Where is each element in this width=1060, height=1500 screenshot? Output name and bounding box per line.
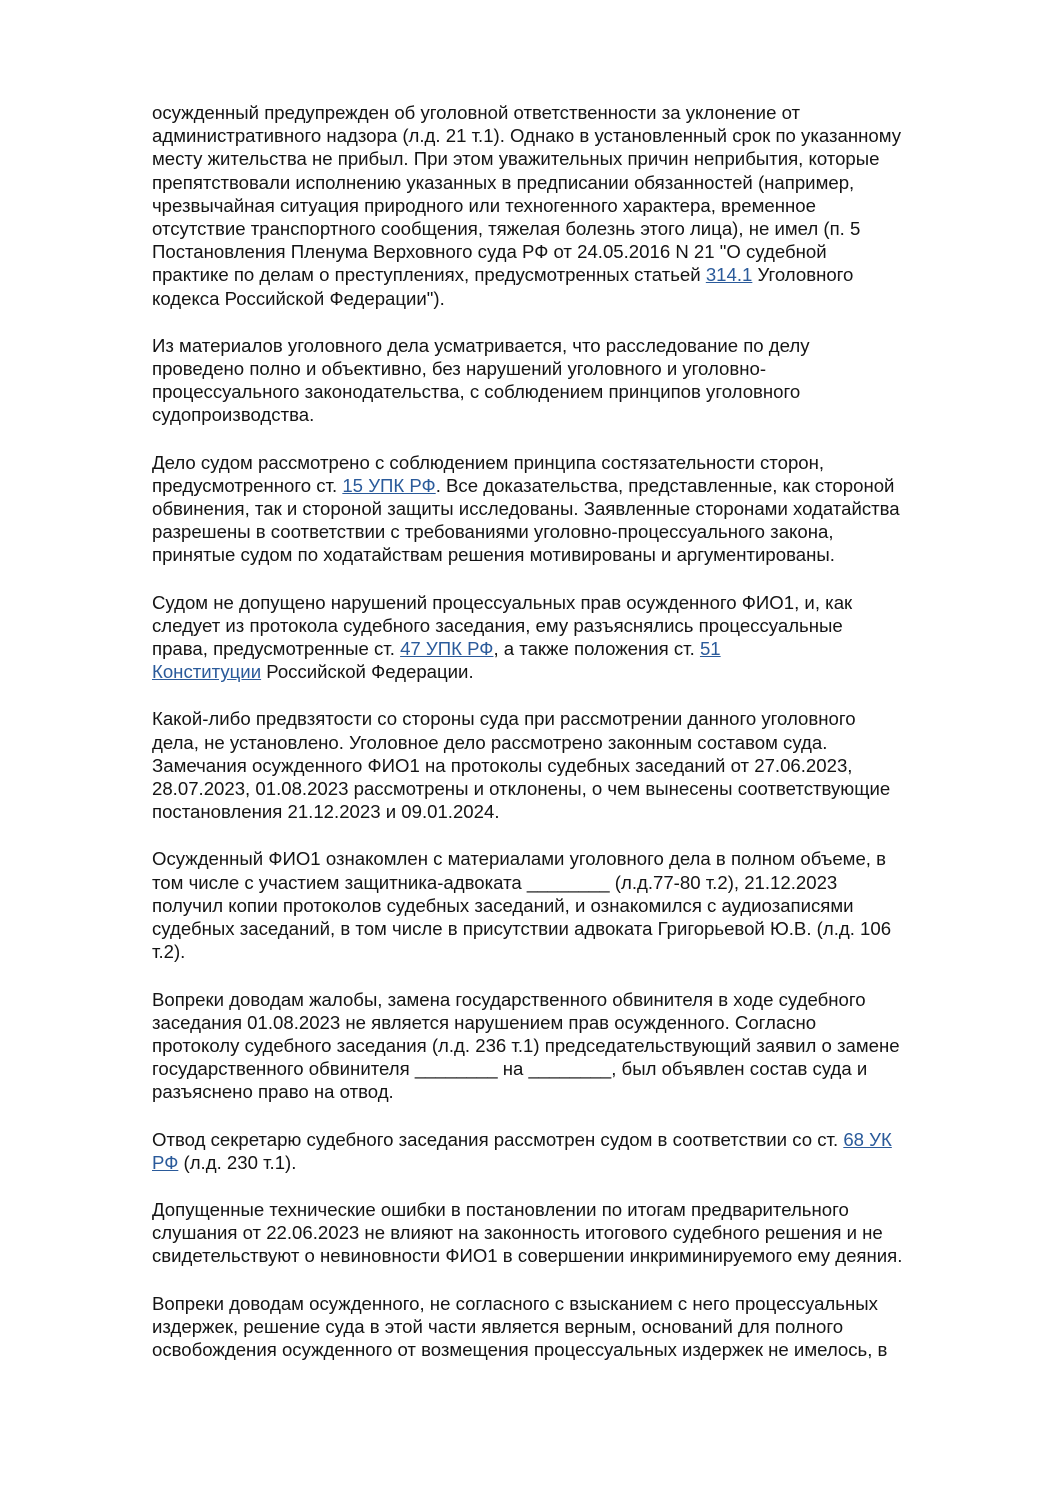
paragraph-text: осужденный предупрежден об уголовной ответственности за уклонение от административного надзора (л.д. 21 т.1). Однако в установленный срок по указанному месту жительства не прибыл. При этом уважительных причин неприбытия, которые препятствовали исполнению указанных в предписании обязанностей (например, чрезвычайная ситуация природного или техногенного характера, временное отсутствие транспортного сообщения, тяжелая болезнь этого лица), не имел (п. 5 Постановления Пленума Верховного суда РФ от 24.05.2016 N 21 "О судебной практике по делам о преступлениях, предусмотренных статьей [152, 102, 902, 286]
paragraph [152, 1198, 992, 1268]
paragraph-text: Судом не допущено нарушений процессуальных прав осужденного ФИО1, и, как следует из протокола судебного заседания, ему разъяснялись процессуальные права, предусмотренные ст. [152, 591, 853, 660]
paragraph [152, 101, 992, 310]
paragraph [152, 847, 992, 963]
paragraph-text: Уголовного кодекса Российской Федерации"). [152, 264, 854, 309]
paragraph-text: Вопреки доводам жалобы, замена государственного обвинителя в ходе судебного заседания 01.08.2023 не является нарушением прав осужденного. Согласно протоколу судебного заседания (л.д. 236 т.1) председательствующий заявил о замене государственного обвинителя ________ на ________, был объявлен состав суда и разъяснено право на отвод. [152, 988, 900, 1103]
paragraph-text: Отвод секретарю судебного заседания рассмотрен судом в соответствии со ст. [152, 1128, 844, 1150]
legal-reference-link[interactable]: 15 УПК РФ [342, 474, 436, 496]
paragraph-text: Российской Федерации. [261, 661, 474, 683]
paragraph-text: Из материалов уголовного дела усматривается, что расследование по делу проведено полно и объективно, без нарушений уголовного и уголовно- процессуального законодательства, с соблюдением принципов уголовного судопроизводства. [152, 334, 810, 426]
legal-reference-link[interactable]: 68 УК РФ [152, 1128, 892, 1173]
paragraph [152, 1128, 992, 1174]
paragraph-text: , а также положения ст. [493, 638, 700, 660]
paragraph [152, 707, 992, 823]
legal-reference-link[interactable]: 47 УПК РФ [400, 638, 494, 660]
paragraph-text: Какой-либо предвзятости со стороны суда при рассмотрении данного уголовного дела, не установлено. Уголовное дело рассмотрено законным составом суда. Замечания осужденного ФИО1 на протоколы судебных заседаний от 27.06.2023, 28.07.2023, 01.08.2023 рассмотрены и отклонены, о чем вынесены соответствующие постановления 21.12.2023 и 09.01.2024. [152, 708, 891, 823]
legal-reference-link[interactable]: 314.1 [705, 264, 753, 286]
legal-reference-link[interactable]: 51 Конституции [152, 638, 721, 683]
paragraph-text: Дело судом рассмотрено с соблюдением принципа состязательности сторон, предусмотренного ст. [152, 451, 825, 496]
paragraph-text: Допущенные технические ошибки в постановлении по итогам предварительного слушания от 22.06.2023 не влияют на законность итогового судебного решения и не свидетельствуют о невиновности ФИО1 в совершении инкриминируемого ему деяния. [152, 1198, 903, 1267]
paragraph-text: Осужденный ФИО1 ознакомлен с материалами уголовного дела в полном объеме, в том числе с участием защитника-адвоката ________ (л.д.77-80 т.2), 21.12.2023 получил копии протоколов судебных заседаний, и ознакомился с аудиозаписями судебных заседаний, в том числе в присутствии адвоката Григорьевой Ю.В. (л.д. 106 т.2). [152, 848, 892, 963]
paragraph [152, 451, 992, 567]
paragraph-text: . Все доказательства, представленные, как стороной обвинения, так и стороной защиты исследованы. Заявленные сторонами ходатайства разрешены в соответствии с требованиями уголовно-процессуального закона, принятые судом по ходатайствам решения мотивированы и аргументированы. [152, 474, 900, 566]
paragraph-text: Вопреки доводам осужденного, не согласного с взысканием с него процессуальных издержек, решение суда в этой части является верным, оснований для полного освобождения осужденного от возмещения процессуальных издержек не имелось, в [152, 1292, 888, 1360]
paragraph [152, 591, 992, 684]
paragraph [152, 1292, 992, 1362]
paragraph-text: (л.д. 230 т.1). [178, 1151, 297, 1173]
paragraph [152, 334, 992, 427]
paragraph [152, 988, 992, 1104]
